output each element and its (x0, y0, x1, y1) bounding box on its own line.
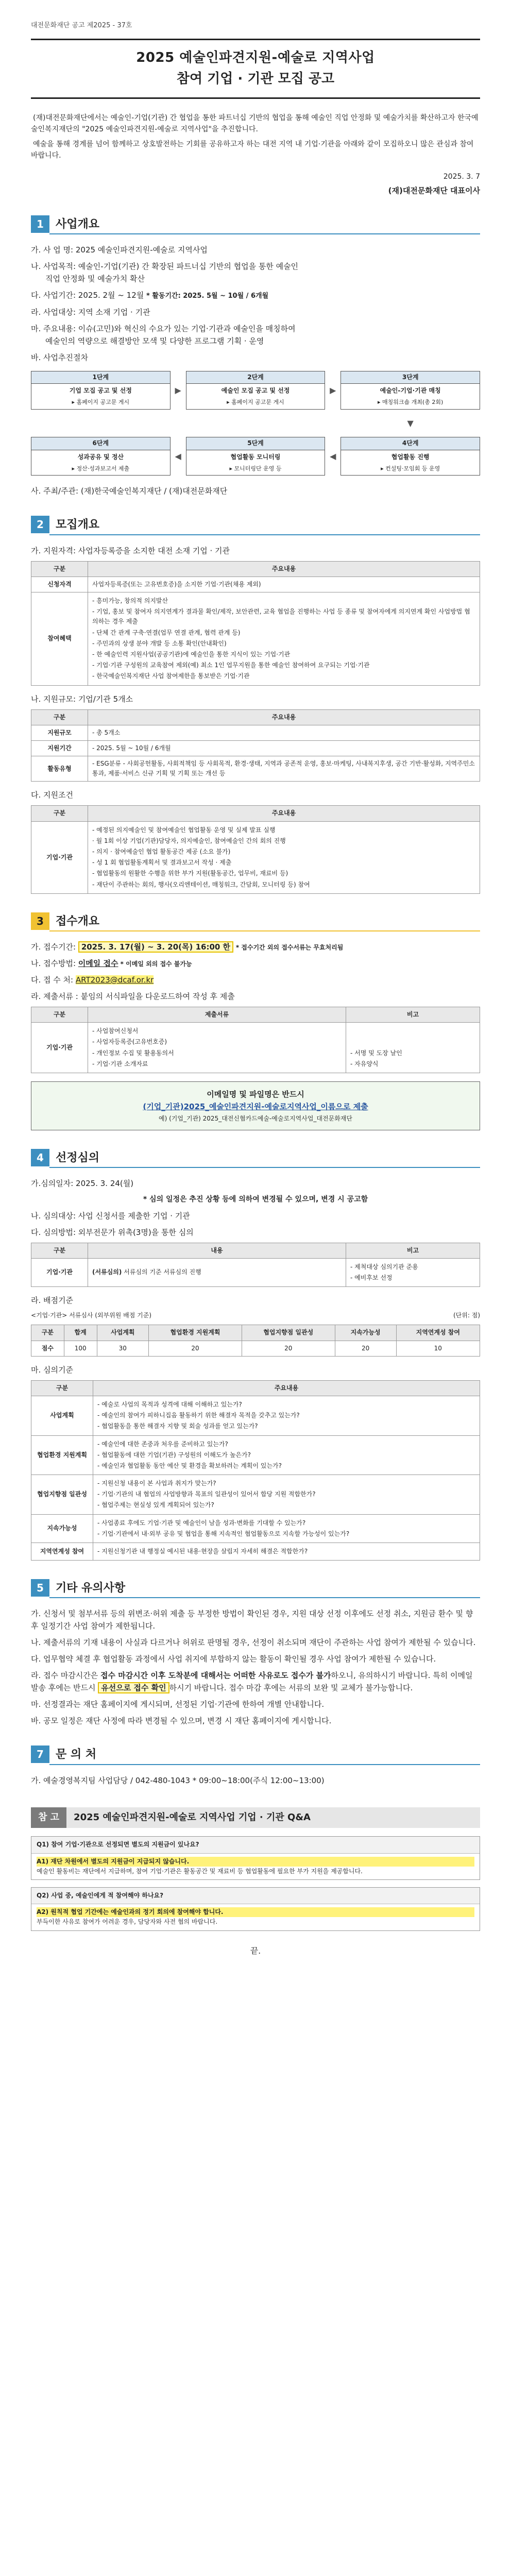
table-row (31, 1258, 480, 1286)
table-cell-key: 협업환경 지원계획 (31, 1435, 93, 1475)
table-cell-key: 기업·기관 (31, 821, 88, 893)
table-cell-key: 지역연계성 참여 (31, 1543, 93, 1561)
s3-period (31, 941, 480, 953)
table-row (31, 1543, 480, 1561)
table-cell-key: 기업·기관 (31, 1258, 88, 1286)
table-cell-value: - 총 5개소 (88, 725, 480, 740)
s3-period-date: 2025. 3. 17(월) ~ 3. 20(목) 16:00 한 (78, 941, 233, 953)
flow-step-sub: ▸ 매칭워크숍 개최(총 2회) (378, 399, 444, 406)
flow-step-label: 3단계 (341, 371, 480, 384)
table-cell-value: - 2025. 5월 ~ 10월 / 6개월 (88, 740, 480, 756)
s5-ra-end: 하시기 바랍니다. 접수 마감 후에는 서류의 보완 및 교체가 불가능합니다. (169, 1683, 413, 1693)
list-item (350, 1037, 475, 1047)
list-item: - 기업·기관에서 내·외부 공유 및 협업을 통해 지속적인 협업활동으로 지속할 가능성이 있는가? (97, 1530, 350, 1537)
flow-step-name: 기업 모집 공고 및 선정 (69, 387, 132, 395)
s4-method: 다. 심의방법: 외부전문가 위촉(3명)을 통한 심의 (31, 1227, 194, 1237)
list-item: - 협업활동의 원활한 수행을 위한 부가 지원(활동공간, 업무비, 재료비 등) (92, 870, 288, 877)
s5-item-ga: 가. 신청서 및 첨부서류 등의 위변조·허위 제출 등 부정한 방법이 확인된 경우, 지원 대상 선정 이후에도 선정 취소, 지원금 환수 및 향후 일정기간 사업 참여가 제한됩니다. (31, 1609, 473, 1631)
table-header: 합계 (64, 1325, 97, 1341)
table-header: 구분 (31, 806, 88, 821)
s5-ra-bold: 접수 마감시간 이후 도착분에 대해서는 어떠한 사유로도 접수가 불가 (100, 1671, 331, 1681)
list-item: - 예술인의 참여가 피하니집음 활동하기 위한 해결자 목적을 갖추고 있는가? (97, 1412, 300, 1419)
table-cell-value (93, 1396, 480, 1435)
s1-procedure-label: 바. 사업추진절차 (31, 352, 88, 362)
s3-method (31, 957, 480, 970)
s5-item-ra (31, 1669, 480, 1694)
qa-answer (31, 1904, 480, 1930)
table-cell-value (93, 1475, 480, 1515)
arrow-left-icon: ◀ (175, 451, 181, 462)
table-cell-key: 지원기간 (31, 740, 88, 756)
table-row (31, 1435, 480, 1475)
arrow-right-icon: ▶ (330, 385, 336, 395)
list-item: - 단체 간 관계 구축·연결(업무 연결 관계, 협력 관계 등) (92, 629, 241, 636)
table-header: 제출서류 (88, 1007, 346, 1022)
section-4-title: 선정심의 (49, 1149, 480, 1168)
table-header: 주요내용 (88, 709, 480, 725)
qa-answer-text: 부득이한 사유로 참여가 어려운 경우, 담당자와 사전 협의 바랍니다. (37, 1918, 218, 1926)
table-cell-key: 지원규모 (31, 725, 88, 740)
flow-step-name: 성과공유 및 정산 (77, 453, 124, 461)
procedure-flow (31, 371, 480, 476)
review-type: (서류심의) (92, 1268, 122, 1276)
flow-step-3 (340, 371, 480, 410)
qa-item-2 (31, 1887, 480, 1931)
arrow-right-icon: ▶ (175, 385, 181, 395)
list-item: - 기업·기관 구성원의 교육참여 제외(예) 최소 1인 업무지원을 통한 예술인 참여하여 요구되는 기업·기관 (92, 662, 370, 669)
section-5-title: 기타 유의사항 (49, 1579, 480, 1598)
list-item: - 주민과의 상생 분야 개발 등 소통 확인(안내확인) (92, 639, 227, 647)
s5-item-ma: 마. 선정결과는 재단 홈페이지에 게시되며, 선정된 기업·기관에 한하여 개별 안내합니다. (31, 1700, 325, 1709)
flow-step-name: 예술인 모집 공고 및 선정 (221, 387, 290, 395)
list-item: · 월 1회 이상 기업(기관)담당자, 의지예술인, 참여예술인 간의 회의 진행 (92, 837, 286, 844)
flow-step-label: 4단계 (341, 437, 480, 450)
table-cell: 20 (242, 1341, 335, 1356)
list-item: - 지원신청기관 내 행정실 예시된 내용·현장을 살립지 자세히 해결은 적합한가? (97, 1548, 308, 1555)
s1-period (31, 289, 480, 302)
notice-line-1: 이메일명 및 파일명은 반드시 (207, 1089, 304, 1099)
review-detail: 서류심의 기준 서류심의 진행 (122, 1268, 201, 1276)
qa-header (31, 1807, 480, 1828)
table-header: 구분 (31, 1243, 88, 1258)
review-method-table (31, 1243, 480, 1287)
flow-step-sub: ▸ 홈페이지 공고문 게시 (72, 399, 130, 406)
flow-step-sub: ▸ 모니터링단 운영 등 (229, 465, 282, 472)
table-header: 협업환경 지원계획 (149, 1325, 242, 1341)
list-item: - 자유양식 (350, 1060, 379, 1067)
table-cell-value: - ESG분류 - 사회공헌활동, 사회적책임 등 사회목적, 환경·생태, 지역과 공존적 운영, 홍보·마케팅, 사내복지후생, 공간 기반·활성화, 지역주민소통과, 제품·서비스 신규 기획 및 기획 또는 개선 등 (88, 756, 480, 782)
table-header: 협업지향점 일관성 (242, 1325, 335, 1341)
s3-documents: 라. 제출서류 : 붙임의 서식파일을 다운로드하여 작성 후 제출 (31, 991, 235, 1001)
table-header: 주요내용 (88, 806, 480, 821)
s4-date: 가.심의일자: 2025. 3. 24(월) (31, 1179, 134, 1189)
list-item: - 예술인에 대한 존중과 처우를 준비하고 있는가? (97, 1440, 228, 1448)
table-cell-key: 신청자격 (31, 577, 88, 592)
s1-purpose-line-2: 직업 안정화 및 예술가치 확산 (45, 274, 145, 284)
table-cell: 100 (64, 1341, 97, 1356)
list-item: - 예술인과 협업활동 동안 예산 및 환경을 확보하려는 계획이 있는가? (97, 1462, 282, 1469)
s4-date-note: * 심의 일정은 추진 상황 등에 의하여 변경될 수 있으며, 변경 시 공고함 (143, 1195, 368, 1204)
table-header: 비고 (346, 1243, 480, 1258)
intro-paragraph-1: (재)대전문화재단에서는 예술인-기업(기관) 간 협업을 통한 파트너십 기반의 협업을 통해 예술인 직업 안정화 및 예술가치를 확산하고자 한국예술인복지재단의 "2025 예술인파견지원-예술로 지역사업"을 추진합니다. (31, 113, 479, 134)
section-4-header (31, 1149, 480, 1168)
list-item: - 흥미가능, 창의적 의지발산 (92, 597, 168, 605)
list-item: - 성 1 회 협업활동계획서 및 결과보고서 작성 · 제출 (92, 859, 232, 867)
s3-period-label: 가. 접수기간: (31, 942, 78, 952)
s2-eligibility: 가. 지원자격: 사업자등록증을 소지한 대전 소재 기업 · 기관 (31, 546, 230, 555)
flow-step-label: 2단계 (186, 371, 325, 384)
s1-purpose (31, 260, 480, 285)
s5-ra-pre: 라. 접수 마감시간은 (31, 1671, 100, 1681)
section-1-title: 사업개요 (49, 215, 480, 234)
table-row (31, 592, 480, 686)
s3-email-address[interactable]: ART2023@dcaf.or.kr (75, 975, 154, 985)
list-item: - 협업활동에 대한 기업(기관) 구성원의 이해도가 높은가? (97, 1451, 251, 1459)
table-cell-value (88, 592, 480, 686)
table-cell-key: 협업지향점 일관성 (31, 1475, 93, 1515)
table-cell: 30 (97, 1341, 149, 1356)
table-header: 구분 (31, 709, 88, 725)
arrow-left-icon: ◀ (330, 451, 336, 462)
s1-period-text: 다. 사업기간: 2025. 2월 ~ 12월 (31, 291, 147, 300)
table-cell-key: 기업·기관 (31, 1023, 88, 1073)
table-row (31, 577, 480, 592)
flow-step-4 (340, 437, 480, 476)
table-cell-value (93, 1514, 480, 1543)
qa-answer (31, 1854, 480, 1879)
flow-step-sub: ▸ 컨설팅·모임회 등 운영 (381, 465, 440, 472)
table-header: 지속가능성 (335, 1325, 396, 1341)
score-caption-row (31, 1311, 480, 1320)
table-cell-key: 활동유형 (31, 756, 88, 782)
table-cell-value (88, 1023, 346, 1073)
list-item: - 지원신청 내용이 본 사업과 취지가 맞는가? (97, 1480, 216, 1487)
table-cell-value (88, 821, 480, 893)
flow-step-name: 예술인-기업·기관 매칭 (380, 387, 441, 395)
notice-line-2: (기업_기관)2025_예술인파견지원-예술로지역사업_이름으로 제출 (143, 1101, 368, 1111)
table-header: 사업계획 (97, 1325, 149, 1341)
s1-content-line-1: 마. 주요내용: 이슈(고민)와 혁신의 수요가 있는 기업·기관과 예술인을 매칭하여 (31, 324, 296, 333)
criteria-table (31, 1380, 480, 1561)
s3-period-note: * 접수기간 외의 접수서류는 무효처리됨 (235, 943, 344, 951)
s1-content (31, 323, 480, 347)
list-item (350, 1026, 475, 1036)
table-cell-value (93, 1435, 480, 1475)
s1-purpose-line-1: 나. 사업목적: 예술인-기업(기관) 간 확장된 파트너십 기반의 협업을 통한 예술인 (31, 262, 299, 272)
table-row (31, 1023, 480, 1073)
table-cell-note (346, 1258, 480, 1286)
qa-item-1 (31, 1836, 480, 1880)
documents-table (31, 1007, 480, 1073)
score-caption: <기업·기관> 서류심사 (외부위원 배점 기준) (31, 1312, 152, 1319)
list-item: - 한 예술인력 지원사업(공공기관)에 예술인을 통한 지식이 있는 기업·기관 (92, 650, 291, 658)
section-5-number: 5 (31, 1579, 49, 1597)
s1-host: 사. 주최/주관: (재)한국예술인복지재단 / (재)대전문화재단 (31, 486, 228, 496)
table-cell-key: 지속가능성 (31, 1514, 93, 1543)
qa-question: Q1) 참여 기업·기관으로 선정되면 별도의 지원금이 있나요? (31, 1837, 480, 1853)
table-row (31, 725, 480, 740)
list-item: - 의지 · 참여예술인 협업 활동공간 제공 (소요 불가) (92, 848, 231, 856)
table-row (31, 756, 480, 782)
scale-table (31, 709, 480, 782)
table-row (31, 1514, 480, 1543)
s4-target: 나. 심의대상: 사업 신청서를 제출한 기업 · 기관 (31, 1211, 190, 1221)
conditions-table (31, 805, 480, 893)
score-table (31, 1325, 480, 1356)
eligibility-table (31, 561, 480, 686)
qa-answer-highlight: A2) 원칙적 협업 기간에는 예술인과의 정기 회의에 참여해야 합니다. (37, 1907, 474, 1917)
qa-tag: 참 고 (31, 1807, 66, 1828)
s1-target: 라. 사업대상: 지역 소재 기업 · 기관 (31, 307, 150, 317)
s4-criteria-label: 마. 심의기준 (31, 1365, 73, 1375)
s3-method-value: 이메일 접수 (78, 958, 118, 968)
intro (31, 112, 480, 197)
section-2-title: 모집개요 (49, 516, 480, 535)
section-7-title: 문 의 처 (49, 1745, 480, 1765)
s3-method-note: * 이메일 외의 접수 불가능 (118, 960, 192, 968)
table-header: 내용 (88, 1243, 346, 1258)
flow-step-5 (186, 437, 326, 476)
announcement-number: 대전문화재단 공고 제2025 - 37호 (31, 22, 132, 29)
qa-answer-highlight: A1) 재단 차원에서 별도의 지원금이 지급되지 않습니다. (37, 1857, 474, 1867)
list-item: - 기업·기관 소개자료 (92, 1060, 148, 1067)
table-cell-value (93, 1543, 480, 1561)
flow-step-name: 협업활동 진행 (391, 453, 430, 461)
flow-step-sub: ▸ 정산·성과보고서 제출 (72, 465, 130, 472)
list-item: - 예술로 사업의 목적과 성격에 대해 이해하고 있는가? (97, 1400, 242, 1408)
list-item: - 사업자등록증(고유번호증) (92, 1038, 167, 1046)
table-header: 구분 (31, 1007, 88, 1022)
table-row (31, 1341, 480, 1356)
s5-item-na: 나. 제출서류의 기재 내용이 사실과 다르거나 허위로 판명될 경우, 선정이 취소되며 재단이 주관하는 사업 참여가 제한될 수 있습니다. (31, 1638, 476, 1648)
title-line-1: 2025 예술인파견지원-예술로 지역사업 (136, 49, 375, 65)
end-mark: 끝. (250, 1945, 261, 1956)
table-row (31, 821, 480, 893)
list-item: - 예정된 의지예술인 및 참여예술인 협업활동 운영 및 실제 발표 실행 (92, 826, 276, 834)
table-row (31, 1475, 480, 1515)
section-4-number: 4 (31, 1149, 49, 1166)
section-1-header (31, 215, 480, 234)
s3-method-label: 나. 접수방법: (31, 958, 78, 968)
flow-step-label: 5단계 (186, 437, 325, 450)
notice-line-3: 예) (기업_기관) 2025_대전신협카드예술-예술로지역사업_대전문화재단 (159, 1114, 352, 1122)
list-item: - 한국예술인복지재단 사업 참여제한을 통보받은 기업·기관 (92, 672, 250, 680)
flow-step-2 (186, 371, 326, 410)
s2-conditions: 다. 지원조건 (31, 790, 73, 800)
flow-step-name: 협업활동 모니터링 (230, 453, 281, 461)
table-row (31, 1396, 480, 1435)
table-cell-value (88, 1258, 346, 1286)
title-line-2: 참여 기업 · 기관 모집 공고 (176, 71, 335, 87)
intro-paragraph-2: 예술을 통해 경계를 넘어 함께하고 상호발전하는 기회를 공유하고자 하는 대전 지역 내 기업·기관을 아래와 같이 모집하오니 많은 관심과 참여 바랍니다. (31, 140, 474, 160)
filename-notice (31, 1081, 480, 1130)
section-7-header (31, 1745, 480, 1765)
list-item: - 기업, 홍보 및 참여자 의지연계가 결과물 확인/제작, 보안관련, 교육 협업을 진행하는 사업 등 종류 및 참여자에게 의지연계 확인 사업방법 협의하는 경우 제출 (92, 608, 470, 625)
s7-contact: 가. 예술경영복지팀 사업담당 / 042-480-1043 * 09:00~18:00(주식 12:00~13:00) (31, 1775, 325, 1785)
table-cell: 점수 (31, 1341, 64, 1356)
list-item: - 서명 및 도장 날인 (350, 1049, 402, 1057)
announcement-date: 2025. 3. 7 (443, 172, 480, 181)
table-header: 지역연계성 참여 (396, 1325, 480, 1341)
title-box (31, 39, 480, 99)
qa-answer-text: 예술인 활동비는 재단에서 지급하며, 참여 기업·기관은 활동공간 및 재료비 등 협업활동에 필요한 부가 지원을 제공합니다. (37, 1867, 363, 1875)
section-3-header (31, 912, 480, 931)
list-item: - 사업참여신청서 (92, 1027, 139, 1035)
section-2-number: 2 (31, 516, 49, 533)
s5-ra-post: 하오니, 유의하시기 바랍니다. 특히 이메일 발송 후에는 반드시 (31, 1671, 473, 1693)
list-item: - 제척대상 심의기관 준용 (350, 1263, 418, 1270)
section-3-number: 3 (31, 912, 49, 930)
table-header: 주요내용 (93, 1380, 480, 1396)
list-item: - 예비후보 선정 (350, 1274, 393, 1282)
table-header: 구분 (31, 1325, 64, 1341)
table-header: 주요내용 (88, 561, 480, 577)
flow-step-6 (31, 437, 171, 476)
s1-project-name: 가. 사 업 명: 2025 예술인파견지원-예술로 지역사업 (31, 245, 208, 255)
qa-question: Q2) 사업 중, 예술인에게 적 참여해야 하나요? (31, 1888, 480, 1904)
table-cell-note (346, 1023, 480, 1073)
list-item: - 사업종료 후에도 기업·기관 및 예술인이 남을 성과·변화를 기대할 수 있는가? (97, 1519, 306, 1527)
list-item: - 협업주제는 현실성 있게 계획되어 있는가? (97, 1501, 214, 1509)
flow-step-sub: ▸ 홈페이지 공고문 게시 (227, 399, 284, 406)
table-row (31, 740, 480, 756)
s3-email (31, 974, 480, 986)
flow-step-1 (31, 371, 171, 410)
section-2-header (31, 516, 480, 535)
table-header: 구분 (31, 1380, 93, 1396)
s2-scale: 나. 지원규모: 기업/기관 5개소 (31, 694, 133, 704)
section-3-title: 접수개요 (49, 912, 480, 931)
table-cell-value: 사업자등록증(또는 고유번호증)을 소지한 기업·기관(채용 제외) (88, 577, 480, 592)
table-cell-key: 참여혜택 (31, 592, 88, 686)
qa-title: 2025 예술인파견지원-예술로 지역사업 기업 · 기관 Q&A (66, 1807, 480, 1828)
score-unit: (단위: 점) (453, 1312, 480, 1319)
table-cell: 10 (396, 1341, 480, 1356)
list-item: - 협업활동을 통한 해결자 지향 및 회술 성과를 얻고 있는가? (97, 1422, 258, 1430)
table-cell: 20 (335, 1341, 396, 1356)
s3-email-label: 다. 접 수 처: (31, 975, 76, 985)
section-1-number: 1 (31, 215, 49, 233)
table-cell: 20 (149, 1341, 242, 1356)
arrow-down-icon: ▼ (407, 418, 414, 428)
s5-item-ba: 바. 공모 일정은 재단 사정에 따라 변경될 수 있으며, 변경 시 재단 홈페이지에 게시합니다. (31, 1716, 332, 1726)
table-header: 구분 (31, 561, 88, 577)
section-7-number: 7 (31, 1745, 49, 1763)
table-header: 비고 (346, 1007, 480, 1022)
issuing-organization: (재)대전문화재단 대표이사 (388, 185, 480, 195)
list-item: - 개인정보 수집 및 활용동의서 (92, 1049, 174, 1057)
s4-scoring-label: 라. 배점기준 (31, 1296, 73, 1306)
s1-period-note: * 활동기간: 2025. 5월 ~ 10월 / 6개월 (146, 292, 269, 300)
flow-step-label: 1단계 (31, 371, 170, 384)
s1-content-line-2: 예술인의 역량으로 해결방안 모색 및 다양한 프로그램 기획 · 운영 (45, 336, 264, 346)
list-item: - 기업·기관의 내 협업의 사업방향과 목표의 일관성이 있어서 합당 지원 적합한가? (97, 1490, 316, 1498)
section-5-header (31, 1579, 480, 1598)
s5-item-da: 다. 업무협약 체결 후 협업활동 과정에서 사업 취지에 부합하지 않는 활동이 확인될 경우 사업 참여가 제한될 수 있습니다. (31, 1654, 436, 1664)
list-item: - 재단이 주관하는 회의, 행사(오리엔테이션, 매칭워크, 간담회, 모니터링 등) 참여 (92, 880, 310, 888)
s5-ra-highlight: 유선으로 접수 확인 (98, 1682, 169, 1693)
table-cell-key: 사업계획 (31, 1396, 93, 1435)
flow-step-label: 6단계 (31, 437, 170, 450)
